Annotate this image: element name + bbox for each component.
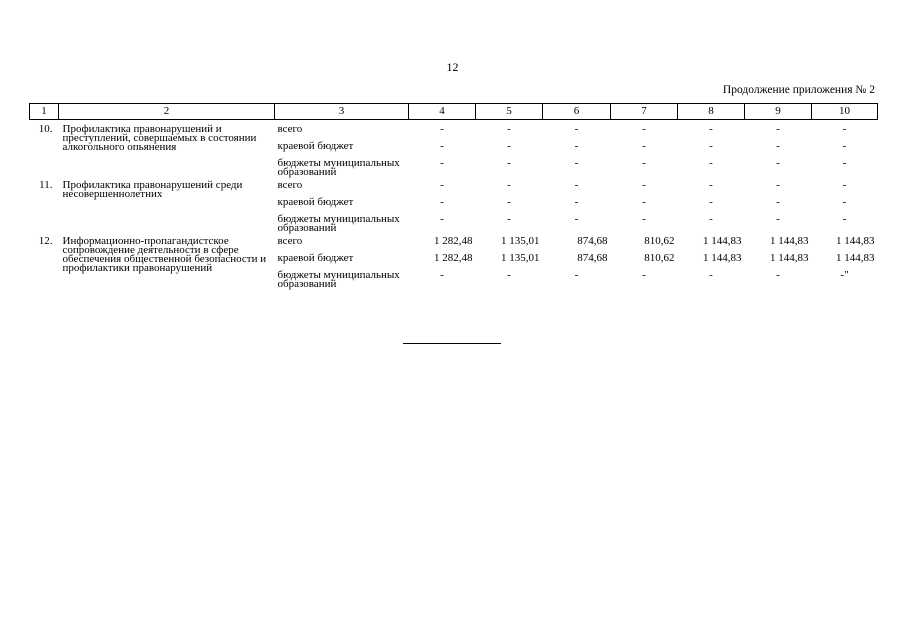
value-cell: 1 144,83 <box>770 235 809 247</box>
value-cell: 1 144,83 <box>836 235 875 247</box>
value-cell: - <box>642 269 646 281</box>
value-cell: - <box>642 179 646 191</box>
value-cell: - <box>440 213 444 225</box>
value-cell: - <box>507 196 511 208</box>
value-cell: - <box>709 123 713 135</box>
section-number: 10. <box>38 123 53 135</box>
column-header-6: 6 <box>543 104 611 120</box>
value-cell: - <box>709 179 713 191</box>
value-cell: - <box>642 157 646 169</box>
value-cell: - <box>440 269 444 281</box>
page-number: 12 <box>446 60 459 74</box>
value-cell: - <box>507 123 511 135</box>
value-cell: - <box>842 157 847 169</box>
value-cell: 874,68 <box>577 235 608 247</box>
value-cell: - <box>776 157 780 169</box>
column-header-10: 10 <box>812 104 878 120</box>
appendix-continuation-label: Продолжение приложения № 2 <box>722 84 875 96</box>
value-cell: - <box>507 140 511 152</box>
value-cell: -" <box>840 269 849 281</box>
value-cell: - <box>709 196 713 208</box>
value-cell: - <box>709 269 713 281</box>
funding-source: бюджеты муниципальных образований <box>277 213 400 234</box>
value-cell: - <box>440 123 444 135</box>
column-header-7: 7 <box>611 104 678 120</box>
value-cell: - <box>642 213 646 225</box>
table-body <box>30 120 878 294</box>
section-number: 11. <box>39 179 53 191</box>
value-cell: - <box>574 140 579 152</box>
value-cell: - <box>574 157 579 169</box>
value-cell: - <box>574 179 579 191</box>
column-header-2: 2 <box>59 104 275 120</box>
value-cell: - <box>776 213 780 225</box>
value-cell: 1 144,83 <box>836 252 875 264</box>
value-cell: 1 144,83 <box>703 252 742 264</box>
value-cell: - <box>574 123 579 135</box>
value-cell: 1 144,83 <box>703 235 742 247</box>
value-cell: - <box>507 157 511 169</box>
value-cell: 1 282,48 <box>434 252 473 264</box>
column-header-3: 3 <box>275 104 409 120</box>
value-cell: - <box>440 140 444 152</box>
value-cell: - <box>776 179 780 191</box>
section-number: 12. <box>38 235 53 247</box>
value-cell: - <box>776 123 780 135</box>
funding-source: краевой бюджет <box>277 252 354 264</box>
value-cell: - <box>507 269 511 281</box>
column-header-8: 8 <box>678 104 745 120</box>
funding-source: всего <box>277 179 303 191</box>
value-cell: 810,62 <box>644 235 675 247</box>
funding-source: всего <box>277 235 303 247</box>
value-cell: - <box>642 123 646 135</box>
value-cell: 1 135,01 <box>501 235 540 247</box>
value-cell: - <box>842 140 847 152</box>
value-cell: - <box>642 140 646 152</box>
value-cell: - <box>574 196 579 208</box>
value-cell: - <box>642 196 646 208</box>
value-cell: - <box>842 213 847 225</box>
value-cell: 810,62 <box>644 252 675 264</box>
end-divider <box>403 343 501 344</box>
value-cell: - <box>574 213 579 225</box>
funding-source: бюджеты муниципальных образований <box>277 269 400 290</box>
value-cell: 1 135,01 <box>501 252 540 264</box>
value-cell: - <box>842 123 847 135</box>
funding-source: всего <box>277 123 303 135</box>
column-header-4: 4 <box>409 104 476 120</box>
value-cell: 874,68 <box>577 252 608 264</box>
value-cell: - <box>776 269 780 281</box>
column-header-1: 1 <box>30 104 59 120</box>
value-cell: - <box>842 196 847 208</box>
value-cell: - <box>440 196 444 208</box>
section-name: Профилактика правонарушений среди несовершеннолетних <box>62 179 243 200</box>
value-cell: - <box>709 140 713 152</box>
value-cell: - <box>709 213 713 225</box>
value-cell: 1 282,48 <box>434 235 473 247</box>
table-row <box>30 181 878 198</box>
section-name: Профилактика правонарушений и преступлений, совершаемых в состоянии алкогольного опьянения <box>62 123 257 153</box>
section-name: Информационно-пропагандистское сопровождение деятельности в сфере обеспечения общественной безопасности и профилактики правонарушений <box>62 235 267 274</box>
column-header-9: 9 <box>745 104 812 120</box>
value-cell: - <box>507 179 511 191</box>
value-cell: - <box>440 157 444 169</box>
value-cell: - <box>574 269 579 281</box>
header-row <box>30 104 878 120</box>
budget-table <box>29 103 878 293</box>
funding-source: краевой бюджет <box>277 196 354 208</box>
column-header-5: 5 <box>476 104 543 120</box>
value-cell: - <box>440 179 444 191</box>
funding-source: бюджеты муниципальных образований <box>277 157 400 178</box>
value-cell: 1 144,83 <box>770 252 809 264</box>
value-cell: - <box>842 179 847 191</box>
value-cell: - <box>709 157 713 169</box>
table-row <box>30 120 878 143</box>
value-cell: - <box>776 140 780 152</box>
funding-source: краевой бюджет <box>277 140 354 152</box>
value-cell: - <box>776 196 780 208</box>
value-cell: - <box>507 213 511 225</box>
